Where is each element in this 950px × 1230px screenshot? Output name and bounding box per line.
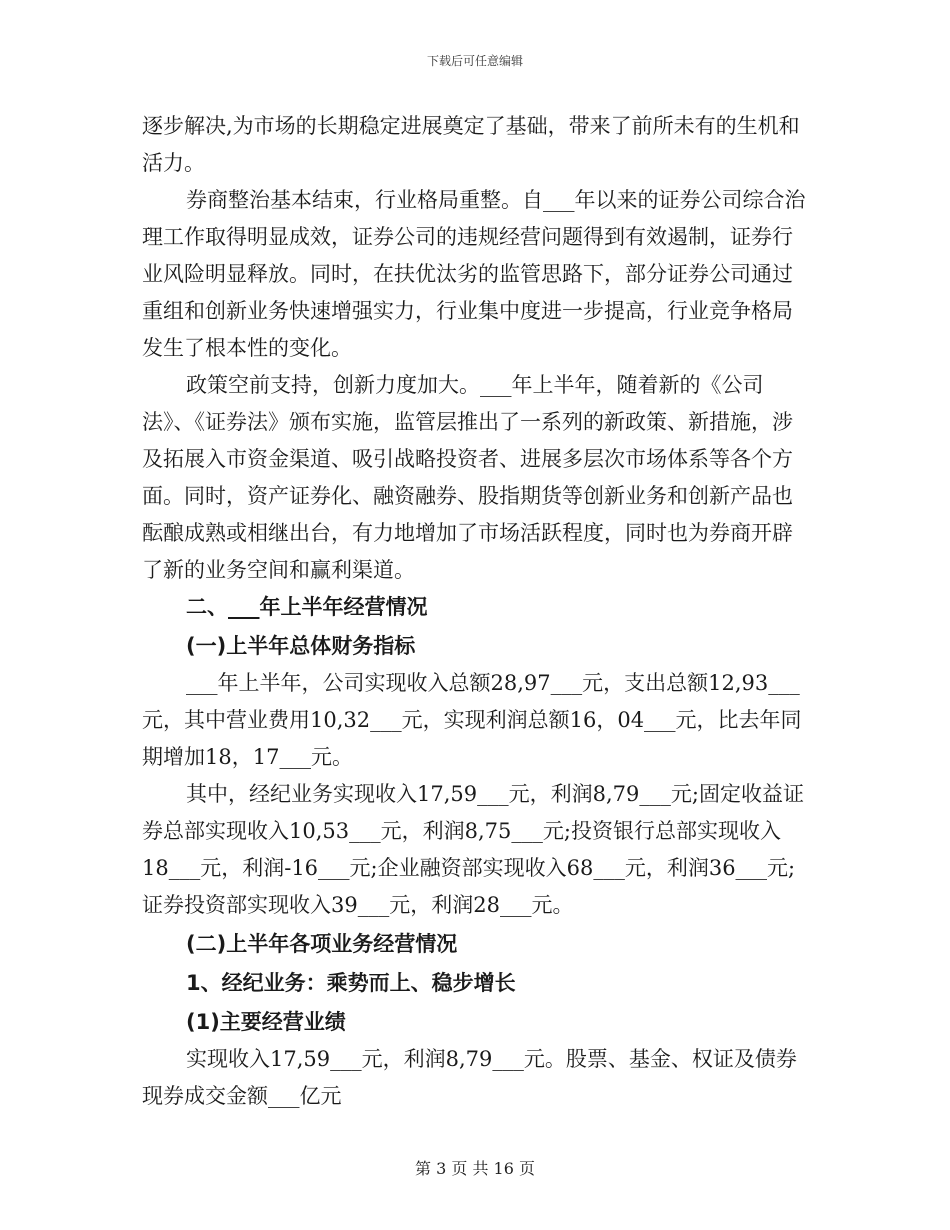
section-heading-2: 二、___年上半年经营情况 bbox=[186, 595, 428, 619]
paragraph-1: 逐步解决,为市场的长期稳定进展奠定了基础，带来了前所未有的生机和活力。 bbox=[142, 114, 800, 175]
subsection-heading-3: 1、经纪业务：乘势而上、稳步增长 bbox=[186, 971, 516, 995]
subsection-heading-4: (1)主要经营业绩 bbox=[186, 1010, 346, 1034]
subsection-heading-2: (二)上半年各项业务经营情况 bbox=[186, 932, 458, 956]
document-body bbox=[142, 108, 810, 1115]
paragraph-5: 其中，经纪业务实现收入17,59___元，利润8,79___元;固定收益证券总部实现收入10,53___元，利润8,75___元;投资银行总部实现收入18___元，利润-16___元;企业融资部实现收入68___元，利润36___元;证券投资部实现收入39___元，利润28___元。 bbox=[142, 782, 804, 917]
paragraph-2: 券商整治基本结束，行业格局重整。自___年以来的证券公司综合治理工作取得明显成效，证券公司的违规经营问题得到有效遏制，证券行业风险明显释放。同时，在扶优汰劣的监管思路下，部分证券公司通过重组和创新业务快速增强实力，行业集中度进一步提高，行业竞争格局发生了根本性的变化。 bbox=[142, 188, 806, 360]
paragraph-6: 实现收入17,59___元，利润8,79___元。股票、基金、权证及债券现券成交金额___亿元 bbox=[142, 1047, 797, 1108]
subsection-heading-1: (一)上半年总体财务指标 bbox=[186, 634, 416, 658]
paragraph-4: ___年上半年，公司实现收入总额28,97___元，支出总额12,93___元，其中营业费用10,32___元，实现利润总额16，04___元，比去年同期增加18，17___元。 bbox=[142, 671, 802, 769]
page-footer: 第 3 页 共 16 页 bbox=[415, 1159, 535, 1178]
paragraph-3: 政策空前支持，创新力度加大。___年上半年，随着新的《公司法》、《证券法》颁布实施，监管层推出了一系列的新政策、新措施，涉及拓展入市资金渠道、吸引战略投资者、进展多层次市场体系等各个方面。同时，资产证券化、融资融券、股指期货等创新业务和创新产品也酝酿成熟或相继出台，有力地增加了市场活跃程度，同时也为券商开辟了新的业务空间和赢利渠道。 bbox=[142, 373, 793, 582]
page-header: 下载后可任意编辑 bbox=[426, 54, 523, 68]
